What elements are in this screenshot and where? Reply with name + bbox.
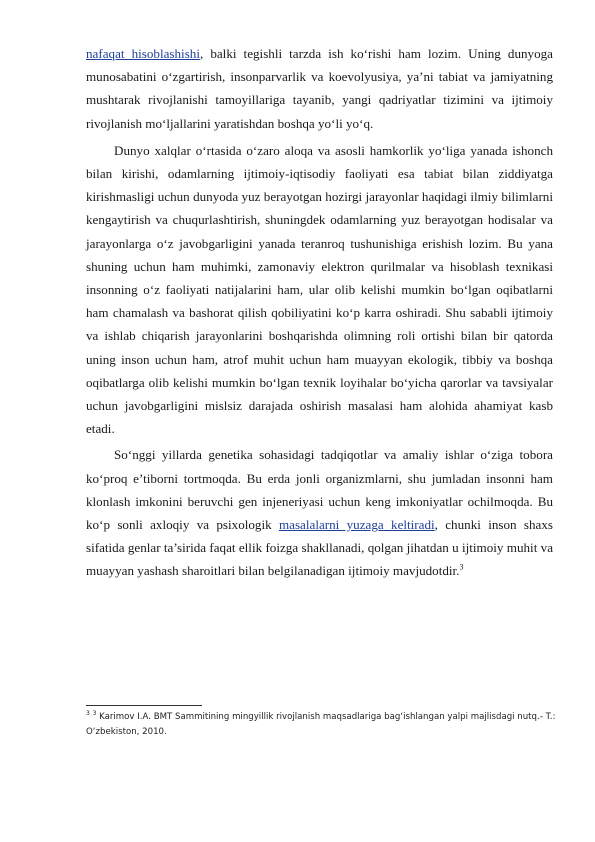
footnote-divider [86,705,202,706]
footnote-marker: 3 [86,710,90,718]
paragraph-3 [86,443,553,582]
paragraph-3-text-start: So‘nggi yillarda genetika sohasidagi tadqiqotlar va amaliy ishlar o‘ziga tobora ko‘proq e’tiborni tortmoqda. Bu erda jonli organizmlarni, shu jumladan insonni ham klonlash imkonini beruvchi gen injeneriyasi uchun keng imkoniyatlar ochilmoqda. Bu ko‘p sonli axloqiy va psixologik [86,447,553,533]
paragraph-2 [86,139,553,441]
footnote-reference[interactable]: 3 [459,563,464,573]
inline-link-masalalarni-yuzaga-keltiradi[interactable]: masalalarni yuzaga keltiradi [278,517,435,533]
paragraph-3-text-end: , chunki inson shaxs sifatida genlar ta’sirida faqat ellik foizga shakllanadi, qolgan jihatdan u ijtimoiy muhit va muayyan yashash sharoitlari bilan belgilanadigan ijtimoiy mavjudotdir. [86,517,553,579]
paragraph-1-text: , balki tegishli tarzda ish ko‘rishi ham lozim. Uning dunyoga munosabatini o‘zgartirish, insonparvarlik va koevolyusiya, ya’ni tabiat va jamiyatning mushtarak rivojlanishi tamoyillariga tayanib, yangi qadriyatlar tizimini va ijtimoiy rivojlanish mo‘ljallarini yaratishdan boshqa yo‘li yo‘q. [86,46,553,131]
paragraph-1 [86,42,553,135]
page-body [86,42,553,583]
footnote-text: Karimov I.A. BMT Sammitining mingyillik rivojlanish maqsadlariga bag‘ishlangan yalpi majlisdagi nutq.- T.: O‘zbekiston, 2010. [86,712,556,737]
paragraph-2-text: Dunyo xalqlar o‘rtasida o‘zaro aloqa va asosli hamkorlik yo‘liga yanada ishonch bilan kirishi, odamlarning ijtimoiy-iqtisodiy faoliyati esa tabiat bilan ziddiyatga kirishmasligi uchun dunyoda yuz berayotgan hozirgi jarayonlar haqidagi ilmiy bilimlarni kengaytirish va chuqurlashtirish, shuningdek odamlarning yuz berayotgan hodisalar va jarayonlarga o‘z javobgarligini yanada teranroq tushunishiga erishish lozim. Bu yana shuning uchun ham muhimki, zamonaviy elektron qurilmalar va hisoblash texnikasi insonning o‘z faoliyati natijalarini ham, ular olib kelishi mumkin bo‘lgan oqibatlarni ham chamalash va bashorat qilish qobiliyatini ko‘p karra oshiradi. Shu sababli ijtimoiy va ishlab chiqarish jarayonlarini boshqarishda olimning roli ortishi bilan bir qatorda uning inson uchun ham, atrof muhit uchun ham muayyan ekologik, tibbiy va boshqa oqibatlarga olib kelishi mumkin bo‘lgan texnik loyihalar bo‘yicha qarorlar va tavsiyalar uchun javobgarligini mislsiz darajada oshirish masalasi ham alohida ahamiyat kasb etadi. [86,142,553,437]
inline-link-nafaqat-hisoblashishi[interactable]: nafaqat hisoblashishi [86,46,200,61]
footnote [86,710,556,740]
footnote-marker-secondary: 3 [92,710,97,718]
